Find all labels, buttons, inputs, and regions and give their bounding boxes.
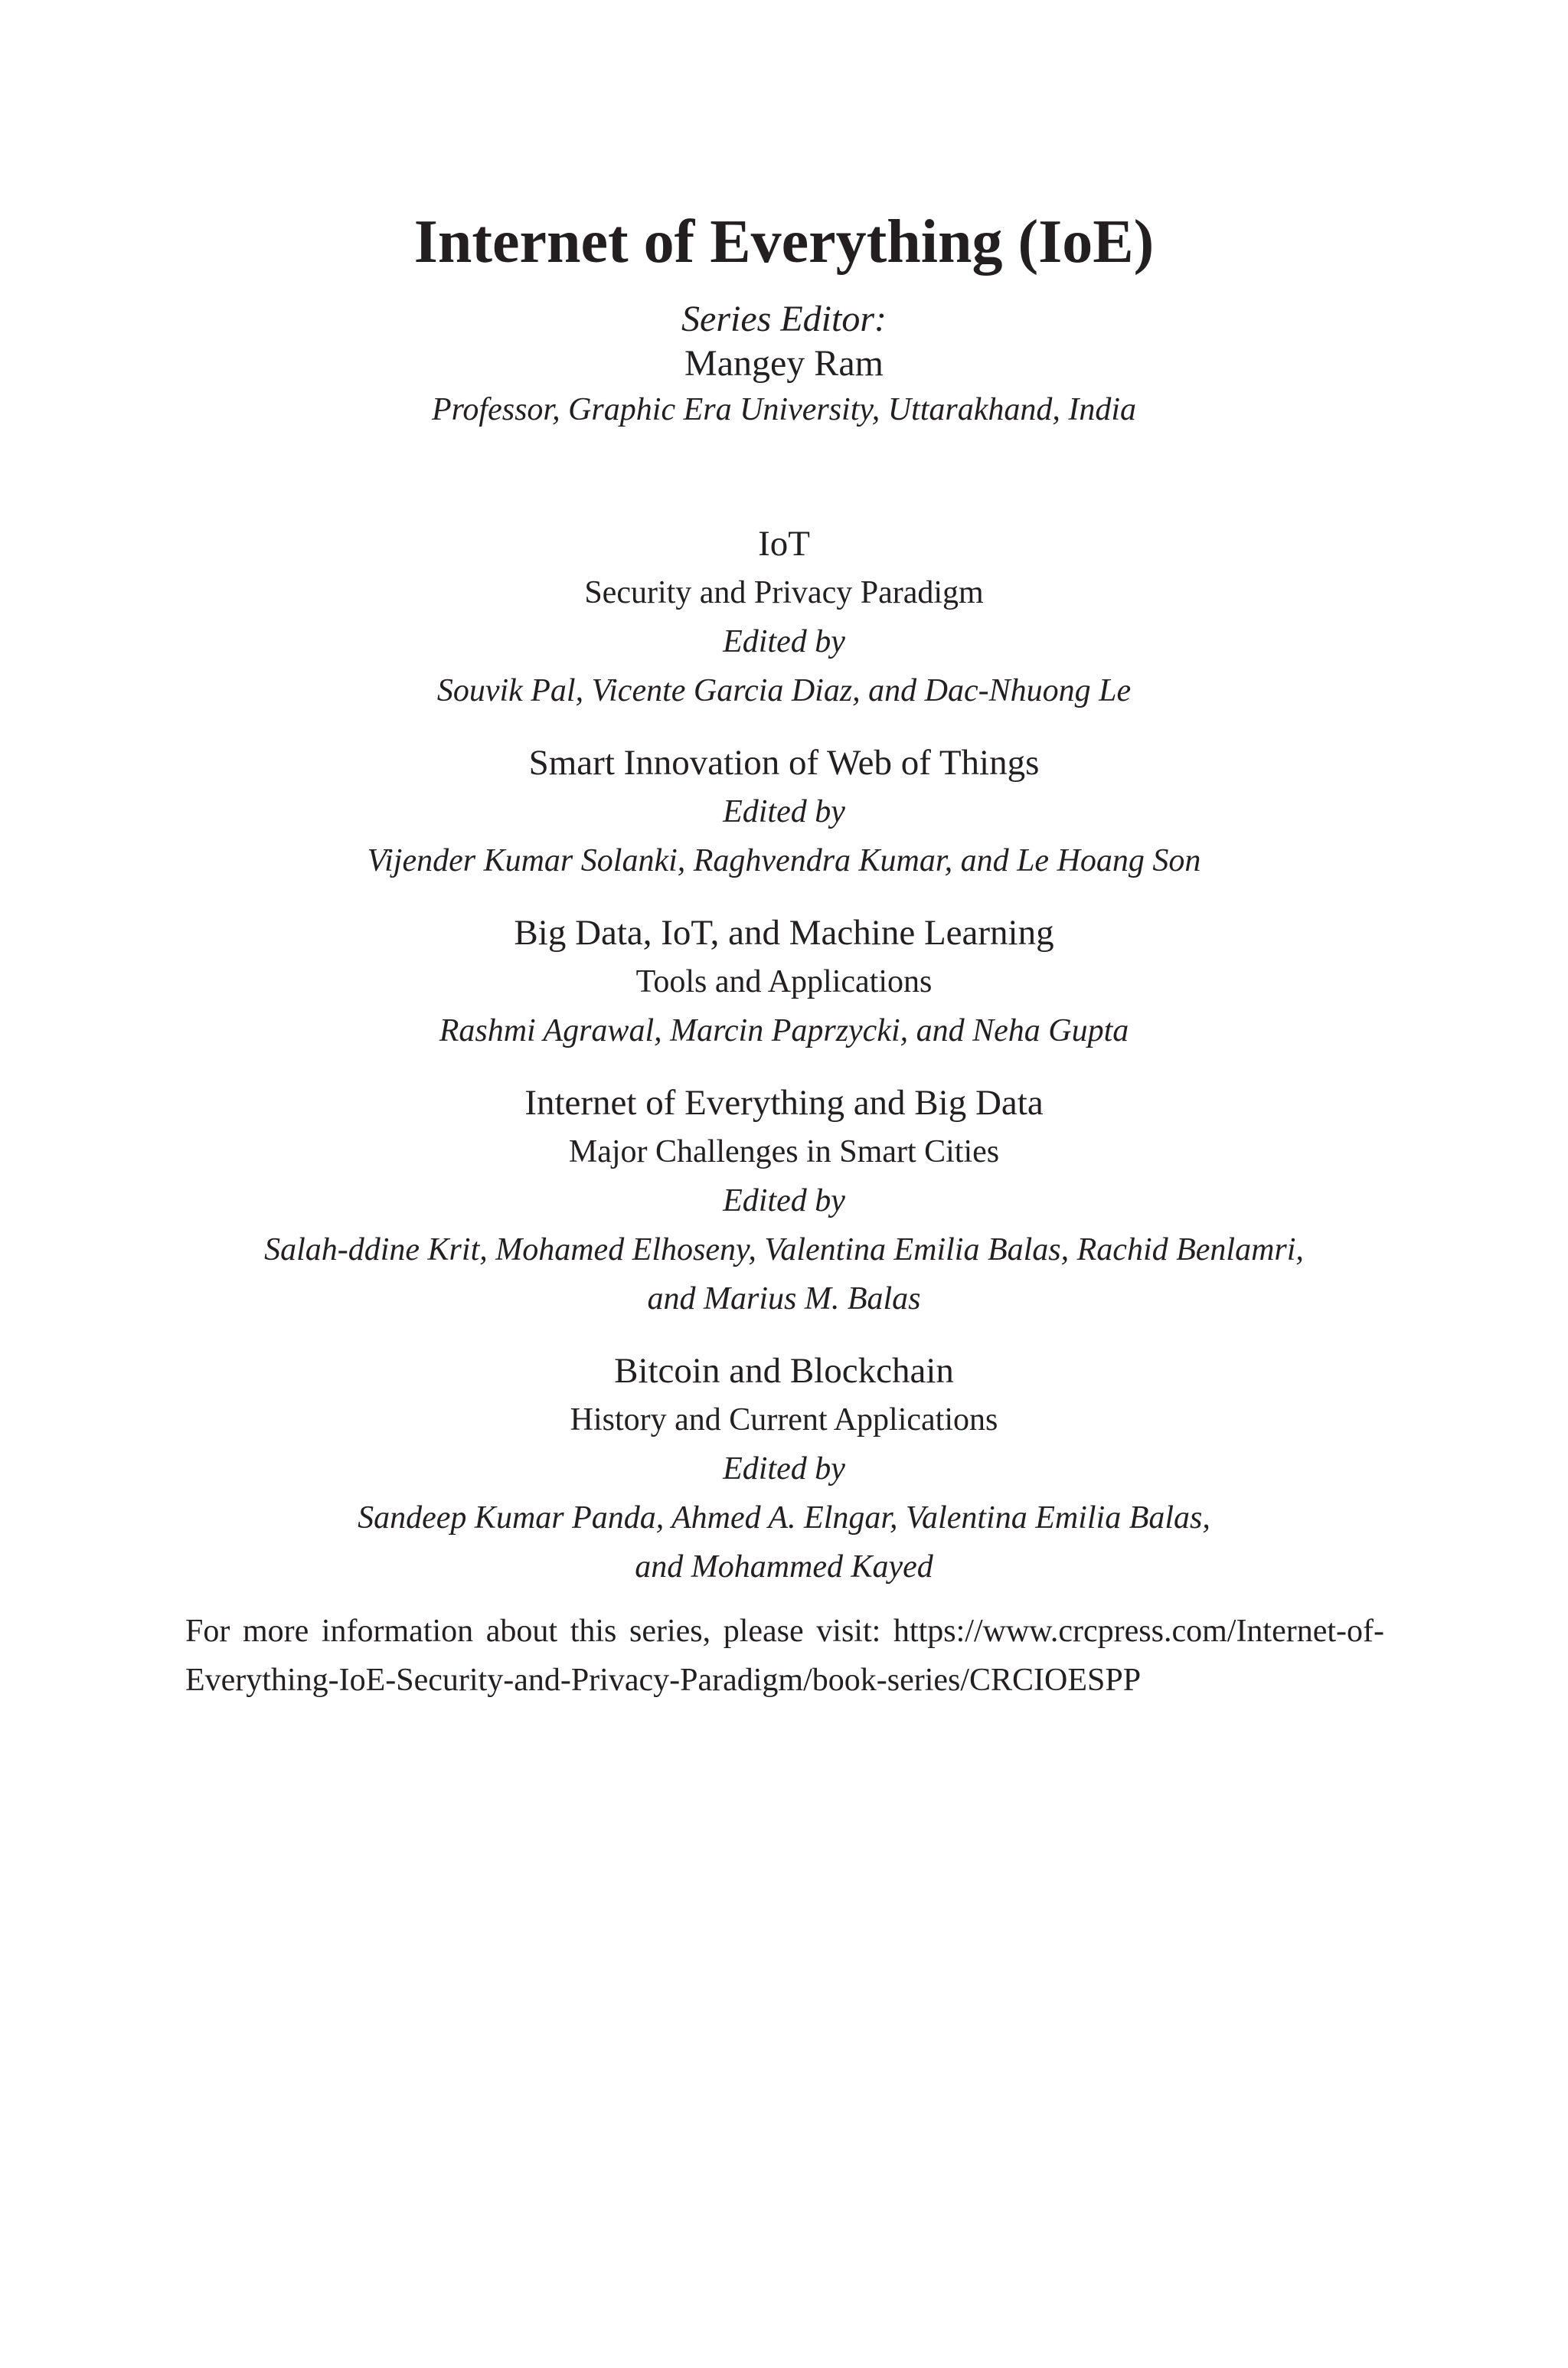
book-authors: Rashmi Agrawal, Marcin Paprzycki, and Neha Gupta bbox=[439, 1013, 1129, 1048]
book-authors: Vijender Kumar Solanki, Raghvendra Kumar, and Le Hoang Son bbox=[367, 843, 1201, 878]
book-authors: Sandeep Kumar Panda, Ahmed A. Elngar, Valentina Emilia Balas, bbox=[358, 1500, 1210, 1536]
book-title: IoT bbox=[758, 524, 810, 564]
series-editor-affiliation: Professor, Graphic Era University, Uttarakhand, India bbox=[431, 392, 1137, 427]
book-entry bbox=[153, 1078, 1415, 1323]
book-authors: and Marius M. Balas bbox=[647, 1281, 921, 1316]
series-title: Internet of Everything (IoE) bbox=[413, 208, 1155, 276]
book-authors: Salah-ddine Krit, Mohamed Elhoseny, Valentina Emilia Balas, Rachid Benlamri, bbox=[264, 1232, 1304, 1267]
book-list bbox=[153, 519, 1415, 1614]
book-title: Big Data, IoT, and Machine Learning bbox=[514, 913, 1054, 953]
book-authors: Souvik Pal, Vicente Garcia Diaz, and Dac-Nhuong Le bbox=[436, 673, 1132, 708]
book-subtitle: Major Challenges in Smart Cities bbox=[568, 1134, 1000, 1169]
book-subtitle: Security and Privacy Paradigm bbox=[584, 575, 984, 610]
book-title: Bitcoin and Blockchain bbox=[614, 1351, 954, 1391]
book-entry bbox=[153, 908, 1415, 1055]
book-subtitle: History and Current Applications bbox=[570, 1402, 998, 1437]
book-title: Smart Innovation of Web of Things bbox=[528, 743, 1040, 783]
book-entry bbox=[153, 738, 1415, 885]
series-editor-label: Series Editor: bbox=[681, 299, 887, 339]
series-editor-name: Mangey Ram bbox=[684, 343, 884, 384]
book-entry bbox=[153, 1346, 1415, 1591]
book-authors: and Mohammed Kayed bbox=[635, 1549, 933, 1585]
edited-by-label: Edited by bbox=[723, 1451, 845, 1487]
book-entry bbox=[153, 519, 1415, 715]
book-subtitle: Tools and Applications bbox=[635, 964, 933, 999]
more-info-paragraph: For more information about this series, please visit: https://www.crcpress.com/Internet-of-Everything-IoE-Security-and-Privacy-Paradigm/book-series/CRCIOESPP bbox=[185, 1614, 1384, 1698]
book-title: Internet of Everything and Big Data bbox=[524, 1083, 1044, 1123]
edited-by-label: Edited by bbox=[723, 794, 845, 829]
edited-by-label: Edited by bbox=[723, 624, 845, 659]
edited-by-label: Edited by bbox=[723, 1183, 845, 1218]
